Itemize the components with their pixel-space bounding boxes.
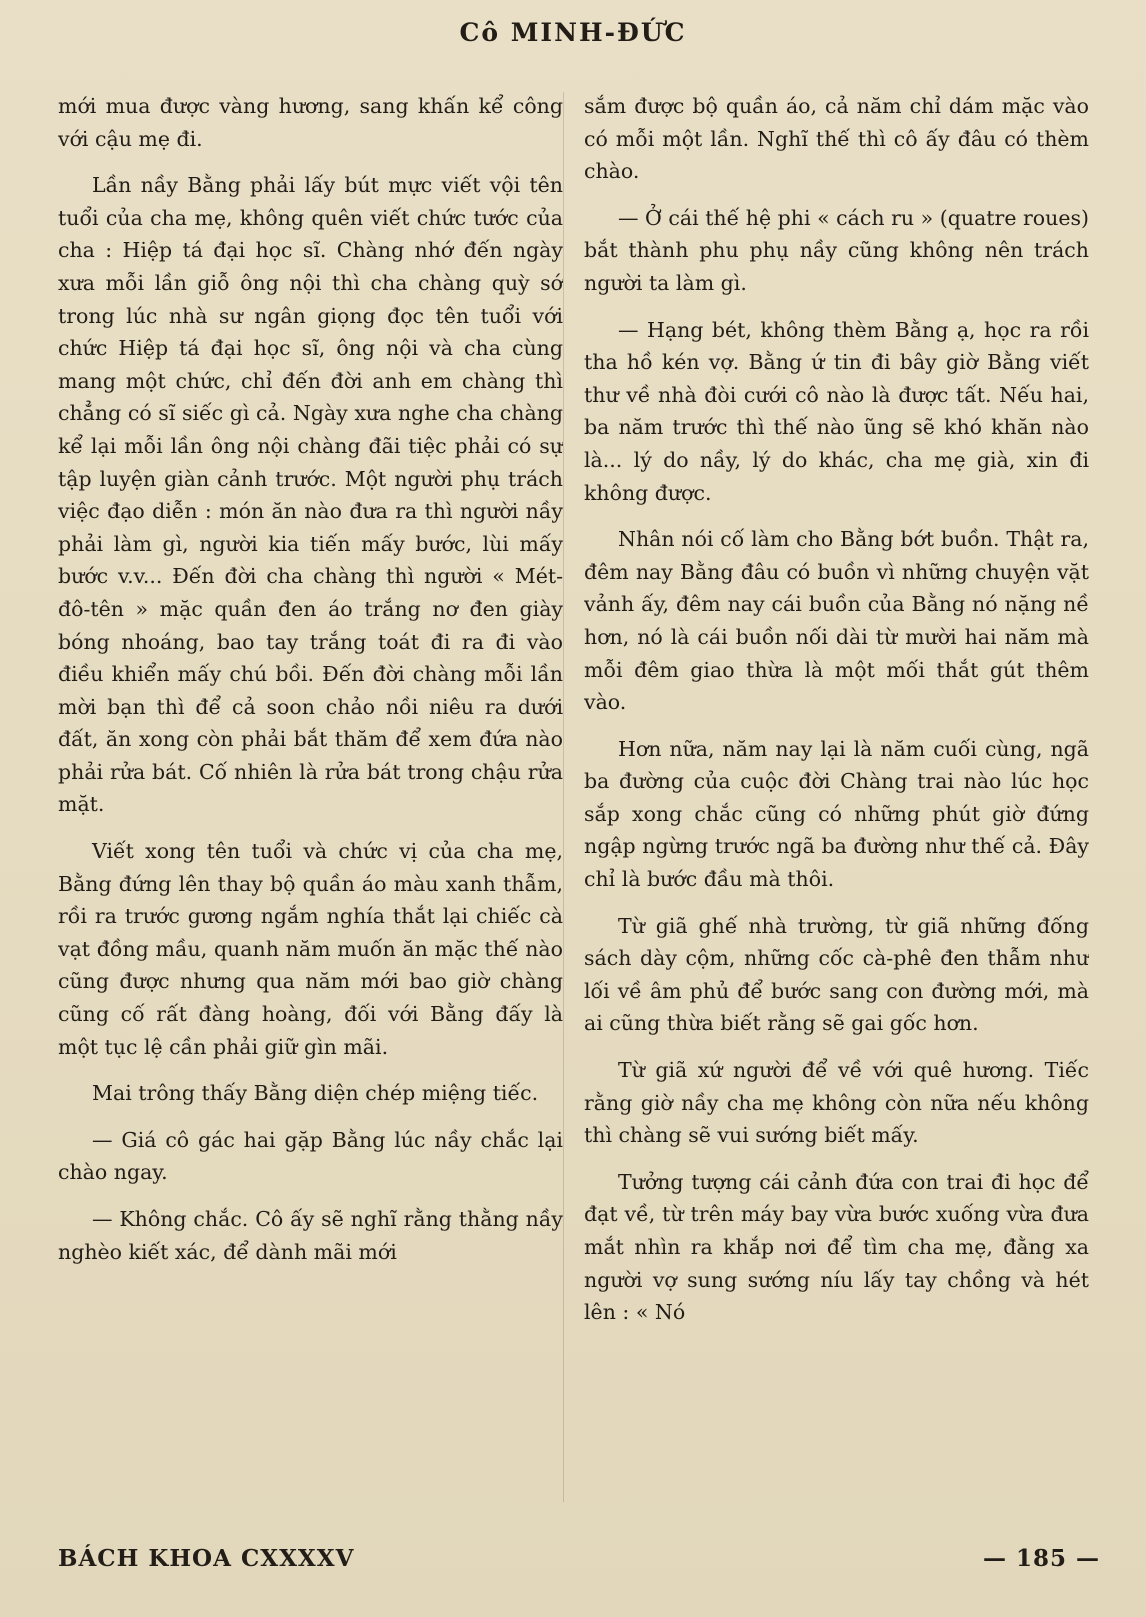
right-column [584,90,1089,1510]
paragraph: sắm được bộ quần áo, cả năm chỉ dám mặc vào có mỗi một lần. Nghĩ thế thì cô ấy đâu có thèm chào. [584,94,1089,184]
paragraph: — Hạng bét, không thèm Bằng ạ, học ra rồi tha hồ kén vợ. Bằng ứ tin đi bây giờ Bằng viết thư về nhà đòi cưới cô nào là được tất. Nếu hai, ba năm trước thì thế nào ũng sẽ khó khăn nào là... lý do nầy, lý do khác, cha mẹ già, xin đi không được. [584,317,1089,505]
page-number: — 185 — [982,1545,1100,1572]
paragraph: Hơn nữa, năm nay lại là năm cuối cùng, ngã ba đường của cuộc đời Chàng trai nào lúc học sắp xong chắc cũng có những phút giờ đứng ngập ngừng trước ngã ba đường như thế cả. Đây chỉ là bước đầu mà thôi. [584,736,1089,892]
running-header: Cô MINH-ĐỨC [459,18,687,47]
paragraph: Từ giã xứ người để về với quê hương. Tiếc rằng giờ nầy cha mẹ không còn nữa nếu không thì chàng sẽ vui sướng biết mấy. [584,1058,1089,1148]
magazine-footer: BÁCH KHOA CXXXXV [58,1545,355,1572]
paragraph: Nhân nói cố làm cho Bằng bớt buồn. Thật ra, đêm nay Bằng đâu có buồn vì những chuyện vặt vảnh ấy, đêm nay cái buồn của Bằng nó nặng nề hơn, nó là cái buồn nối dài từ mười hai năm mà mỗi đêm giao thừa là một mối thắt gút thêm vào. [584,527,1089,715]
paragraph: Tưởng tượng cái cảnh đứa con trai đi học để đạt về, từ trên máy bay vừa bước xuống vừa đưa mắt nhìn ra khắp nơi để tìm cha mẹ, đằng xa người vợ sung sướng níu lấy tay chồng và hét lên : « Nó [584,1169,1089,1325]
left-column [58,90,563,1510]
paragraph: Mai trông thấy Bằng diện chép miệng tiếc. [92,1081,539,1106]
paragraph: — Giá cô gác hai gặp Bằng lúc nầy chắc lại chào ngay. [58,1127,563,1185]
paragraph: mới mua được vàng hương, sang khấn kể công với cậu mẹ đi. [58,94,563,151]
paragraph: — Không chắc. Cô ấy sẽ nghĩ rằng thằng nầy nghèo kiết xác, để dành mãi mới [58,1207,563,1264]
paragraph: Viết xong tên tuổi và chức vị của cha mẹ, Bằng đứng lên thay bộ quần áo màu xanh thẫm, rồi ra trước gương ngắm nghía thắt lại chiếc cà vạt đồng mầu, quanh năm muốn ăn mặc thế nào cũng được nhưng qua năm mới bao giờ chàng cũng cố rất đàng hoàng, đối với Bằng đấy là một tục lệ cần phải giữ gìn mãi. [58,839,563,1059]
paragraph: Lần nầy Bằng phải lấy bút mực viết vội tên tuổi của cha mẹ, không quên viết chức tước của cha : Hiệp tá đại học sĩ. Chàng nhớ đến ngày xưa mỗi lần giỗ ông nội thì cha chàng quỳ sớ trong lúc nhà sư ngân giọng đọc tên tuổi với chức Hiệp tá đại học sĩ, ông nội và cha cùng mang một chức, chỉ đến đời anh em chàng thì chẳng có sĩ siếc gì cả. Ngày xưa nghe cha chàng kể lại mỗi lần ông nội chàng đãi tiệc phải có sự tập luyện giàn cảnh trước. Một người phụ trách việc đạo diễn : món ăn nào đưa ra thì người nầy phải làm gì, người kia tiến mấy bước, lùi mấy bước v.v... Đến đời cha chàng thì người « Mét-đô-tên » mặc quần đen áo trắng nơ đen giày bóng nhoáng, bao tay trắng toát đi ra đi vào điều khiển mấy chú bồi. Đến đời chàng mỗi lần mời bạn thì để cả soon chảo nồi niêu ra dưới đất, ăn xong còn phải bắt thăm để xem đứa nào phải rửa bát. Cố nhiên là rửa bát trong chậu rửa mặt. [58,173,563,817]
paragraph: — Ở cái thế hệ phi « cách ru » (quatre roues) bắt thành phu phụ nầy cũng không nên trách người ta làm gì. [584,205,1089,295]
paragraph: Từ giã ghế nhà trường, từ giã những đống sách dày cộm, những cốc cà-phê đen thẫm như lối về âm phủ để bước sang con đường mới, mà ai cũng thừa biết rằng sẽ gai gốc hơn. [584,913,1089,1036]
column-divider [563,92,564,1502]
